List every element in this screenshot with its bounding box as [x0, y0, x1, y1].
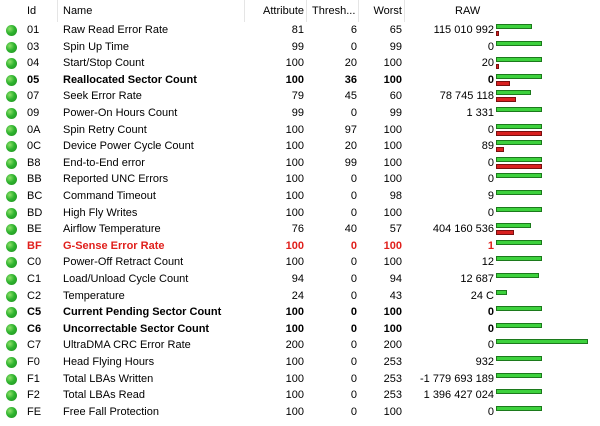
attribute-value: 100: [285, 306, 304, 319]
attribute-value: 100: [285, 239, 304, 252]
raw-value: 1 331: [466, 107, 494, 119]
attribute-id: F0: [27, 356, 40, 368]
attribute-level-bar: [496, 190, 542, 195]
attribute-id: C7: [27, 339, 42, 352]
table-row[interactable]: [0, 288, 600, 305]
status-ok-icon: [6, 307, 17, 318]
status-ok-icon: [6, 241, 17, 252]
attribute-id: C1: [27, 273, 42, 285]
threshold-value: 0: [350, 356, 357, 368]
threshold-value: 40: [344, 223, 357, 236]
attribute-name: Temperature: [63, 289, 125, 302]
table-row[interactable]: [0, 238, 600, 255]
threshold-value: 97: [344, 123, 357, 136]
attribute-value: 100: [285, 322, 304, 335]
threshold-value: 0: [350, 339, 357, 352]
attribute-level-bar: [496, 107, 542, 112]
raw-value: 0: [487, 306, 494, 319]
raw-value: -1 779 693 189: [419, 372, 494, 385]
attribute-name: Total LBAs Written: [63, 372, 154, 385]
worst-value: 60: [389, 90, 402, 103]
attribute-name: Spin Up Time: [63, 40, 130, 53]
attribute-level-bar: [496, 256, 542, 261]
attribute-name: End-to-End error: [63, 156, 145, 169]
attribute-name: Start/Stop Count: [63, 57, 145, 70]
threshold-value: 0: [350, 173, 357, 186]
attribute-level-bar: [496, 157, 542, 162]
threshold-value: 0: [350, 405, 357, 418]
attribute-level-bar: [496, 173, 542, 178]
worst-value: 100: [383, 256, 402, 269]
status-ok-icon: [6, 158, 17, 169]
attribute-name: Load/Unload Cycle Count: [63, 273, 189, 285]
attribute-level-bar: [496, 124, 542, 129]
threshold-value: 0: [350, 107, 357, 119]
threshold-value: 0: [350, 40, 357, 53]
attribute-name: Uncorrectable Sector Count: [63, 322, 210, 335]
column-divider[interactable]: [244, 0, 245, 22]
worst-value: 100: [383, 322, 402, 335]
worst-value: 94: [389, 273, 402, 285]
status-ok-icon: [6, 25, 17, 36]
table-row[interactable]: [0, 188, 600, 205]
attribute-id: BB: [27, 173, 42, 186]
attribute-value: 100: [285, 372, 304, 385]
table-row[interactable]: [0, 221, 600, 238]
attribute-name: Seek Error Rate: [63, 90, 142, 103]
table-row[interactable]: [0, 72, 600, 89]
threshold-level-bar: [496, 64, 499, 69]
threshold-value: 0: [350, 389, 357, 402]
table-header: [0, 0, 600, 22]
attribute-name: Total LBAs Read: [63, 389, 145, 402]
attribute-id: 0A: [27, 123, 41, 136]
attribute-id: 01: [27, 24, 40, 36]
attribute-level-bar: [496, 74, 542, 79]
attribute-value: 100: [285, 256, 304, 269]
table-row[interactable]: [0, 337, 600, 354]
attribute-name: Airflow Temperature: [63, 223, 161, 236]
attribute-level-bar: [496, 223, 531, 228]
threshold-value: 6: [350, 24, 357, 36]
column-header-worst[interactable]: Worst: [373, 5, 402, 17]
threshold-value: 0: [350, 289, 357, 302]
status-ok-icon: [6, 390, 17, 401]
status-ok-icon: [6, 208, 17, 219]
threshold-level-bar: [496, 131, 542, 136]
table-row[interactable]: [0, 138, 600, 155]
threshold-value: 0: [350, 206, 357, 219]
column-divider[interactable]: [358, 0, 359, 22]
attribute-value: 100: [285, 356, 304, 368]
attribute-name: G-Sense Error Rate: [63, 239, 165, 252]
table-row[interactable]: [0, 155, 600, 172]
attribute-id: BC: [27, 190, 43, 202]
status-ok-icon: [6, 108, 17, 119]
table-row[interactable]: [0, 321, 600, 338]
attribute-id: F1: [27, 372, 40, 385]
column-header-raw[interactable]: RAW: [455, 5, 481, 17]
attribute-level-bar: [496, 207, 542, 212]
raw-value: 0: [487, 206, 494, 219]
status-ok-icon: [6, 407, 17, 418]
raw-value: 0: [487, 40, 494, 53]
threshold-level-bar: [496, 164, 542, 169]
raw-value: 89: [481, 140, 494, 153]
attribute-id: 03: [27, 40, 40, 53]
table-row[interactable]: [0, 371, 600, 388]
attribute-name: UltraDMA CRC Error Rate: [63, 339, 191, 352]
raw-value: 0: [487, 322, 494, 335]
status-ok-icon: [6, 58, 17, 69]
threshold-value: 36: [344, 73, 357, 86]
attribute-level-bar: [496, 240, 542, 245]
attribute-level-bar: [496, 339, 588, 344]
attribute-name: Head Flying Hours: [63, 356, 155, 368]
attribute-level-bar: [496, 57, 542, 62]
table-row[interactable]: [0, 271, 600, 288]
attribute-value: 79: [291, 90, 304, 103]
worst-value: 100: [383, 173, 402, 186]
worst-value: 253: [383, 389, 402, 402]
attribute-level-bar: [496, 140, 542, 145]
attribute-level-bar: [496, 24, 532, 29]
attribute-name: Power-On Hours Count: [63, 107, 178, 119]
raw-value: 0: [487, 339, 494, 352]
status-ok-icon: [6, 42, 17, 53]
attribute-value: 99: [291, 107, 304, 119]
column-divider[interactable]: [306, 0, 307, 22]
attribute-name: Free Fall Protection: [63, 405, 159, 418]
attribute-level-bar: [496, 41, 542, 46]
table-row[interactable]: [0, 387, 600, 404]
attribute-id: 0C: [27, 140, 42, 153]
raw-value: 78 745 118: [439, 90, 494, 103]
table-row[interactable]: [0, 171, 600, 188]
status-ok-icon: [6, 291, 17, 302]
raw-value: 404 160 536: [432, 223, 494, 236]
worst-value: 98: [389, 190, 402, 202]
worst-value: 100: [383, 405, 402, 418]
raw-value: 12 687: [460, 273, 494, 285]
threshold-value: 0: [350, 306, 357, 319]
threshold-value: 0: [350, 372, 357, 385]
attribute-id: FE: [27, 405, 42, 418]
worst-value: 100: [383, 156, 402, 169]
attribute-name: Command Timeout: [63, 190, 156, 202]
status-ok-icon: [6, 340, 17, 351]
attribute-id: 09: [27, 107, 40, 119]
raw-value: 0: [487, 73, 494, 86]
attribute-level-bar: [496, 90, 531, 95]
attribute-id: 04: [27, 57, 40, 70]
threshold-value: 0: [350, 273, 357, 285]
attribute-name: Current Pending Sector Count: [63, 306, 222, 319]
raw-value: 0: [487, 173, 494, 186]
status-ok-icon: [6, 257, 17, 268]
attribute-level-bar: [496, 290, 507, 295]
attribute-value: 100: [285, 173, 304, 186]
status-ok-icon: [6, 174, 17, 185]
status-ok-icon: [6, 357, 17, 368]
table-row[interactable]: [0, 404, 600, 421]
threshold-value: 0: [350, 190, 357, 202]
table-row[interactable]: [0, 39, 600, 56]
attribute-name: Reallocated Sector Count: [63, 73, 197, 86]
worst-value: 200: [383, 339, 402, 352]
status-ok-icon: [6, 274, 17, 285]
attribute-level-bar: [496, 373, 542, 378]
status-ok-icon: [6, 141, 17, 152]
threshold-level-bar: [496, 81, 510, 86]
worst-value: 57: [389, 223, 402, 236]
worst-value: 100: [383, 140, 402, 153]
worst-value: 99: [389, 40, 402, 53]
worst-value: 100: [383, 306, 402, 319]
raw-value: 0: [487, 405, 494, 418]
column-header-id[interactable]: Id: [27, 5, 37, 17]
attribute-id: BD: [27, 206, 43, 219]
worst-value: 100: [383, 73, 402, 86]
attribute-value: 100: [285, 405, 304, 418]
attribute-level-bar: [496, 306, 542, 311]
attribute-value: 76: [291, 223, 304, 236]
raw-value: 932: [475, 356, 494, 368]
attribute-id: C2: [27, 289, 42, 302]
attribute-name: Reported UNC Errors: [63, 173, 169, 186]
worst-value: 100: [383, 206, 402, 219]
attribute-id: BF: [27, 239, 42, 252]
table-row[interactable]: [0, 254, 600, 271]
attribute-value: 100: [285, 140, 304, 153]
worst-value: 100: [383, 123, 402, 136]
column-divider[interactable]: [404, 0, 405, 22]
status-ok-icon: [6, 125, 17, 136]
raw-value: 9: [487, 190, 494, 202]
threshold-level-bar: [496, 97, 516, 102]
status-ok-icon: [6, 91, 17, 102]
column-header-attribute[interactable]: Attribute: [263, 5, 304, 17]
raw-value: 1: [487, 239, 494, 252]
raw-value: 0: [487, 156, 494, 169]
attribute-name: Device Power Cycle Count: [63, 140, 194, 153]
attribute-name: Raw Read Error Rate: [63, 24, 169, 36]
raw-value: 0: [487, 123, 494, 136]
attribute-value: 100: [285, 57, 304, 70]
attribute-value: 100: [285, 123, 304, 136]
status-ok-icon: [6, 324, 17, 335]
attribute-id: C6: [27, 322, 42, 335]
attribute-id: C5: [27, 306, 42, 319]
attribute-value: 100: [285, 73, 304, 86]
threshold-value: 99: [344, 156, 357, 169]
attribute-id: 05: [27, 73, 40, 86]
threshold-level-bar: [496, 31, 499, 36]
attribute-level-bar: [496, 356, 542, 361]
worst-value: 100: [383, 239, 402, 252]
attribute-level-bar: [496, 323, 542, 328]
attribute-id: F2: [27, 389, 40, 402]
table-row[interactable]: [0, 205, 600, 222]
attribute-value: 99: [291, 40, 304, 53]
threshold-value: 20: [344, 140, 357, 153]
worst-value: 253: [383, 372, 402, 385]
attribute-id: 07: [27, 90, 40, 103]
table-row[interactable]: [0, 88, 600, 105]
attribute-level-bar: [496, 406, 542, 411]
table-row[interactable]: [0, 105, 600, 122]
attribute-name: Power-Off Retract Count: [63, 256, 184, 269]
status-ok-icon: [6, 75, 17, 86]
attribute-value: 200: [285, 339, 304, 352]
attribute-value: 24: [291, 289, 304, 302]
threshold-level-bar: [496, 230, 514, 235]
table-row[interactable]: [0, 122, 600, 139]
status-ok-icon: [6, 224, 17, 235]
worst-value: 253: [383, 356, 402, 368]
raw-value: 115 010 992: [433, 24, 494, 36]
attribute-id: BE: [27, 223, 42, 236]
attribute-value: 100: [285, 156, 304, 169]
attribute-value: 81: [291, 24, 304, 36]
status-ok-icon: [6, 374, 17, 385]
threshold-value: 0: [350, 239, 357, 252]
attribute-level-bar: [496, 389, 542, 394]
attribute-id: C0: [27, 256, 42, 269]
attribute-value: 100: [285, 190, 304, 202]
worst-value: 43: [389, 289, 402, 302]
attribute-value: 100: [285, 389, 304, 402]
threshold-value: 45: [344, 90, 357, 103]
table-row[interactable]: [0, 354, 600, 371]
attribute-value: 100: [285, 206, 304, 219]
attribute-name: Spin Retry Count: [63, 123, 147, 136]
column-divider[interactable]: [57, 0, 58, 22]
raw-value: 12: [481, 256, 494, 269]
threshold-value: 0: [350, 256, 357, 269]
column-header-name[interactable]: Name: [63, 5, 93, 17]
attribute-id: B8: [27, 156, 41, 169]
raw-value: 20: [481, 57, 494, 70]
threshold-value: 0: [350, 322, 357, 335]
worst-value: 100: [383, 57, 402, 70]
worst-value: 99: [389, 107, 402, 119]
table-row[interactable]: [0, 22, 600, 39]
table-row[interactable]: [0, 304, 600, 321]
raw-value: 24 C: [470, 289, 494, 302]
raw-value: 1 396 427 024: [423, 389, 494, 402]
worst-value: 65: [389, 24, 402, 36]
table-row[interactable]: [0, 55, 600, 72]
status-ok-icon: [6, 191, 17, 202]
threshold-value: 20: [344, 57, 357, 70]
threshold-level-bar: [496, 147, 504, 152]
attribute-name: High Fly Writes: [63, 206, 138, 219]
column-header-threshold[interactable]: Thresh...: [312, 5, 356, 17]
attribute-level-bar: [496, 273, 539, 278]
attribute-value: 94: [291, 273, 304, 285]
